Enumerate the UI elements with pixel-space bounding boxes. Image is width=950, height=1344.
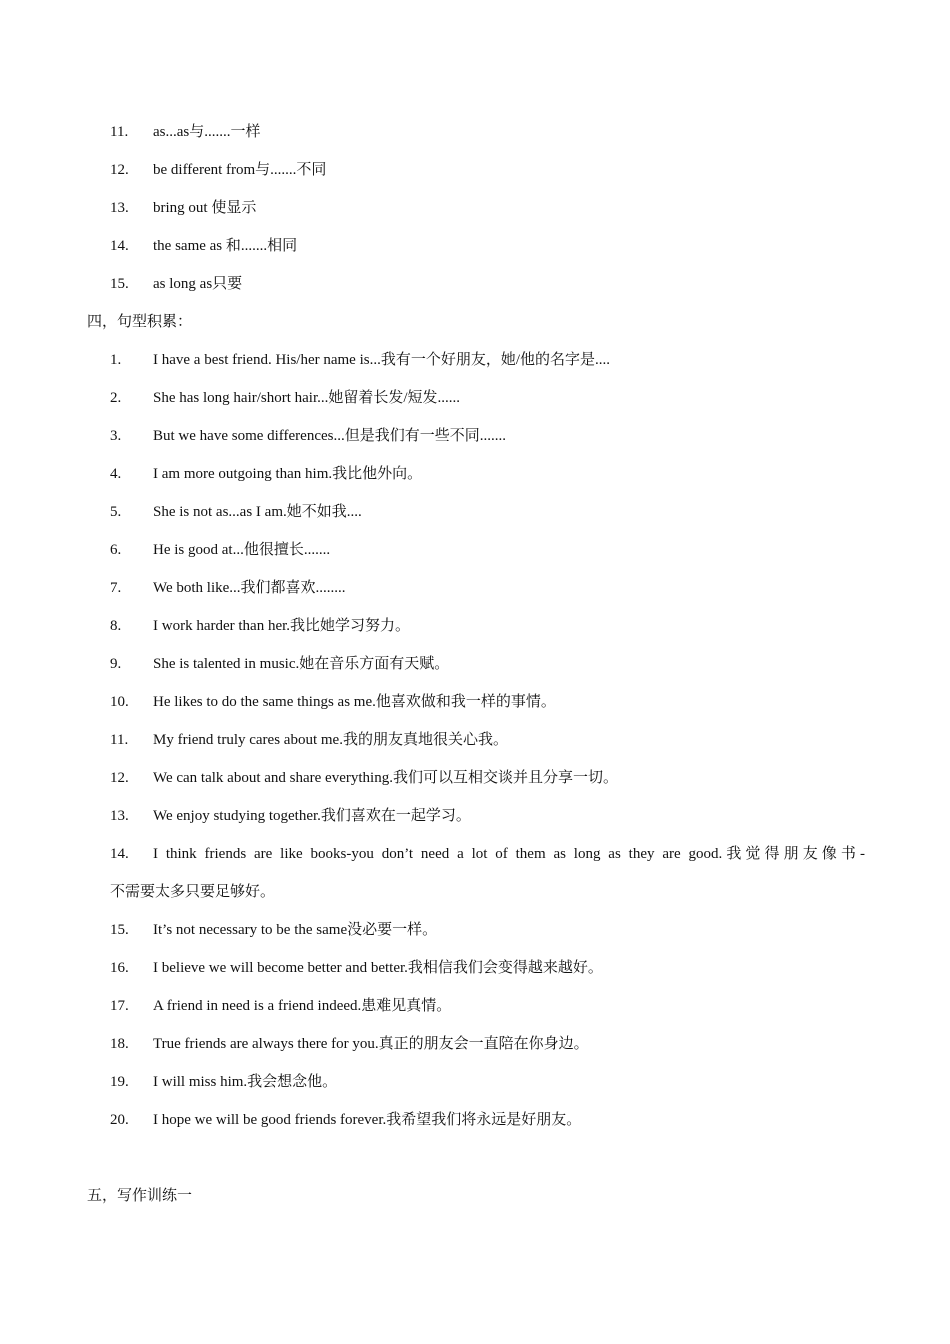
sentence-item-wrapped	[110, 844, 865, 864]
item-number: 11.	[110, 124, 129, 140]
item-text: We can talk about and share everything.我们可以互相交谈并且分享一切。	[153, 770, 618, 786]
item-text: be different from与.......不同	[153, 162, 327, 178]
item-number: 12.	[110, 162, 129, 178]
item-number: 2.	[110, 390, 122, 406]
item-text: I am more outgoing than him.我比他外向。	[153, 466, 423, 482]
item-text: But we have some differences...但是我们有一些不同.......	[153, 428, 506, 444]
sentence-item	[0, 616, 950, 638]
item-text: He likes to do the same things as me.他喜欢做和我一样的事情。	[153, 694, 556, 710]
sentence-item	[0, 502, 950, 524]
item-text: She is not as...as I am.她不如我....	[153, 504, 362, 520]
item-number: 12.	[110, 770, 129, 786]
item-number: 17.	[110, 998, 129, 1014]
item-number: 7.	[110, 580, 122, 596]
item-text: as...as与.......一样	[153, 124, 261, 140]
sentence-item	[0, 1072, 950, 1094]
item-text: I believe we will become better and better.我相信我们会变得越来越好。	[153, 960, 603, 976]
sentence-item	[0, 426, 950, 448]
item-number: 13.	[110, 808, 129, 824]
item-text-line1: I think friends are like books-you don’t need a lot of them as long as they are good.我觉得朋友像书-	[153, 846, 865, 862]
item-text: the same as 和.......相同	[153, 238, 298, 254]
sentence-item	[0, 806, 950, 828]
item-number: 8.	[110, 618, 122, 634]
item-text: I work harder than her.我比她学习努力。	[153, 618, 411, 634]
sentence-item	[0, 388, 950, 410]
sentence-item	[0, 1034, 950, 1056]
item-number: 13.	[110, 200, 129, 216]
item-text: It’s not necessary to be the same没必要一样。	[153, 922, 438, 938]
item-number: 10.	[110, 694, 129, 710]
section-heading: 四，句型积累：	[87, 314, 193, 330]
phrase-item	[0, 274, 950, 296]
section-heading: 五，写作训练一	[87, 1188, 193, 1204]
item-number: 5.	[110, 504, 122, 520]
item-text: My friend truly cares about me.我的朋友真地很关心我。	[153, 732, 508, 748]
item-text: I hope we will be good friends forever.我希望我们将永远是好朋友。	[153, 1112, 582, 1128]
item-number: 11.	[110, 732, 129, 748]
sentence-item	[0, 768, 950, 790]
item-text: He is good at...他很擅长.......	[153, 542, 331, 558]
phrase-item	[0, 198, 950, 220]
sentence-item	[0, 1110, 950, 1132]
item-text: bring out 使显示	[153, 200, 257, 216]
sentence-item	[0, 540, 950, 562]
item-number: 18.	[110, 1036, 129, 1052]
item-text: I have a best friend. His/her name is...我有一个好朋友，她/他的名字是....	[153, 352, 611, 368]
item-number: 1.	[110, 352, 122, 368]
item-number: 19.	[110, 1074, 129, 1090]
sentence-item	[0, 920, 950, 942]
item-text: A friend in need is a friend indeed.患难见真情。	[153, 998, 452, 1014]
item-number: 16.	[110, 960, 129, 976]
sentence-item	[0, 958, 950, 980]
sentence-item	[0, 996, 950, 1018]
item-number: 20.	[110, 1112, 129, 1128]
item-number: 15.	[110, 922, 129, 938]
sentence-item	[0, 654, 950, 676]
item-text: I will miss him.我会想念他。	[153, 1074, 338, 1090]
item-text: True friends are always there for you.真正的朋友会一直陪在你身边。	[153, 1036, 589, 1052]
item-number: 4.	[110, 466, 122, 482]
item-text: We enjoy studying together.我们喜欢在一起学习。	[153, 808, 471, 824]
item-number: 9.	[110, 656, 122, 672]
item-number: 3.	[110, 428, 122, 444]
phrase-item	[0, 160, 950, 182]
item-number: 14.	[110, 846, 129, 862]
item-text: She is talented in music.她在音乐方面有天赋。	[153, 656, 450, 672]
item-number: 15.	[110, 276, 129, 292]
sentence-item	[0, 730, 950, 752]
item-text: She has long hair/short hair...她留着长发/短发......	[153, 390, 461, 406]
phrase-item	[0, 122, 950, 144]
sentence-item	[0, 464, 950, 486]
phrase-item	[0, 236, 950, 258]
item-text-line2: 不需要太多只要足够好。	[110, 884, 276, 900]
sentence-item	[0, 692, 950, 714]
item-number: 14.	[110, 238, 129, 254]
item-text: We both like...我们都喜欢........	[153, 580, 346, 596]
sentence-item	[0, 578, 950, 600]
item-text: as long as只要	[153, 276, 243, 292]
sentence-item	[0, 350, 950, 372]
item-number: 6.	[110, 542, 122, 558]
